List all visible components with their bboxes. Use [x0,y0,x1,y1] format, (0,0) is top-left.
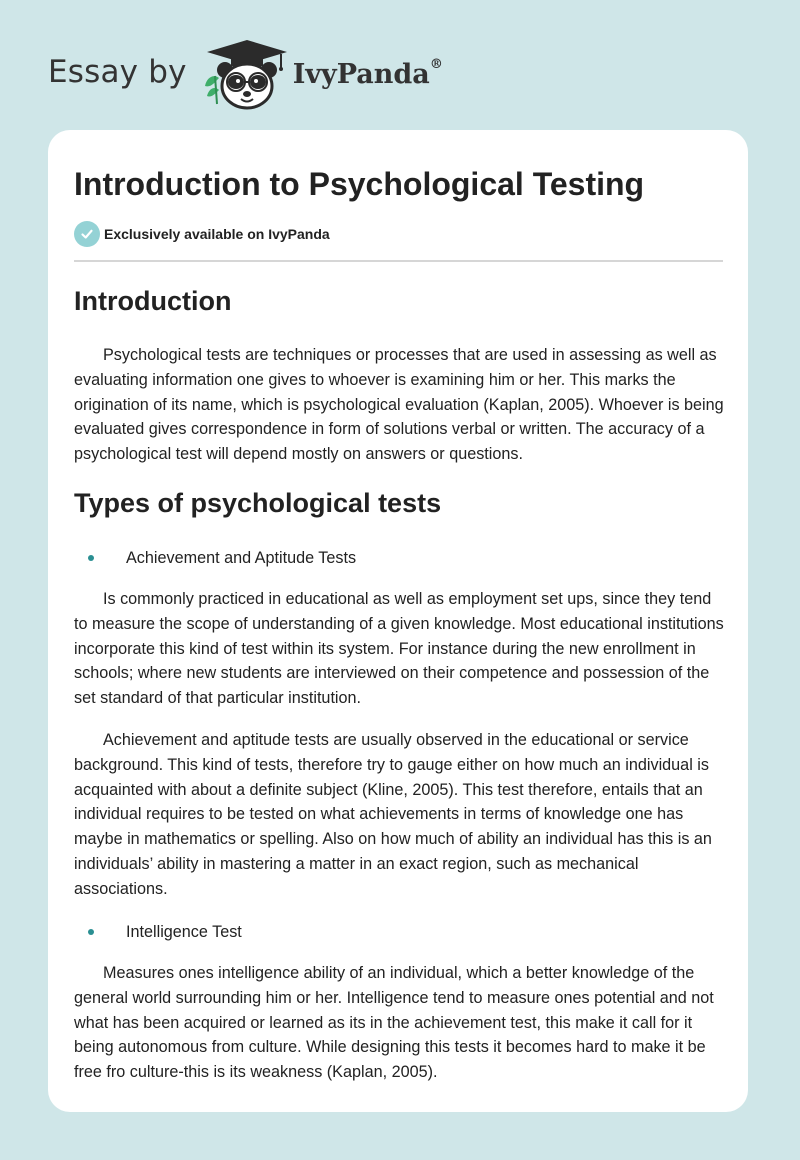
paragraph: Measures ones intelligence ability of an individual, which a better knowledge of the general world surrounding him or her. Intelligence tend to measure ones potential and not what has been acquired or learned as its in the achievement test, this make it call for it being autonomous from culture. While designing this tests it becomes hard to make it be free fro culture-this is its weakness (Kaplan, 2005). [74,964,714,1082]
registered-mark: ® [429,56,443,72]
site-header [48,36,443,112]
bullet-label: Achievement and Aptitude Tests [126,549,357,567]
section-heading-types: Types of psychological tests [74,488,442,518]
paragraph: Psychological tests are techniques or processes that are used in assessing as well as evaluating information one gives to whoever is examining him or her. This marks the origination of its name, which is psychological evaluation (Kaplan, 2005). Whoever is being evaluated gives correspondence in form of solutions verbal or written. The accuracy of a psychological test will depend mostly on answers or questions. [74,346,724,464]
bullet-dot-icon [88,929,94,935]
badge-label: Exclusively available on IvyPanda [104,226,330,242]
divider [74,260,723,262]
check-circle-icon [74,221,100,247]
exclusive-badge [74,221,330,247]
paragraph: Is commonly practiced in educational as well as employment set ups, since they tend to measure the scope of understanding of a given knowledge. Most educational institutions incorporate this kind of test within its system. For instance during the new enrollment in schools; where new students are interviewed on their competence and possession of the set standard of that particular institution. [74,590,724,708]
section-heading-introduction: Introduction [74,286,232,316]
panda-graduate-icon[interactable] [201,36,293,112]
bullet-dot-icon [88,555,94,561]
bullet-label: Intelligence Test [126,923,242,941]
essay-by-label: Essay by [48,54,187,90]
paragraph: Achievement and aptitude tests are usually observed in the educational or service background. This kind of tests, therefore try to gauge either on how much an individual is acquainted with about a definite subject (Kline, 2005). This test therefore, entails that an individual requires to be tested on what achievements in terms of knowledge one has maybe in mathematics or spelling. Also on how much of ability an individual has this is an individuals’ ability in mastering a matter in an exact region, such as mechanical associations. [74,731,712,898]
page-title: Introduction to Psychological Testing [74,166,645,202]
article-card [48,130,748,1112]
brand-name[interactable]: IvyPanda® [292,56,443,90]
